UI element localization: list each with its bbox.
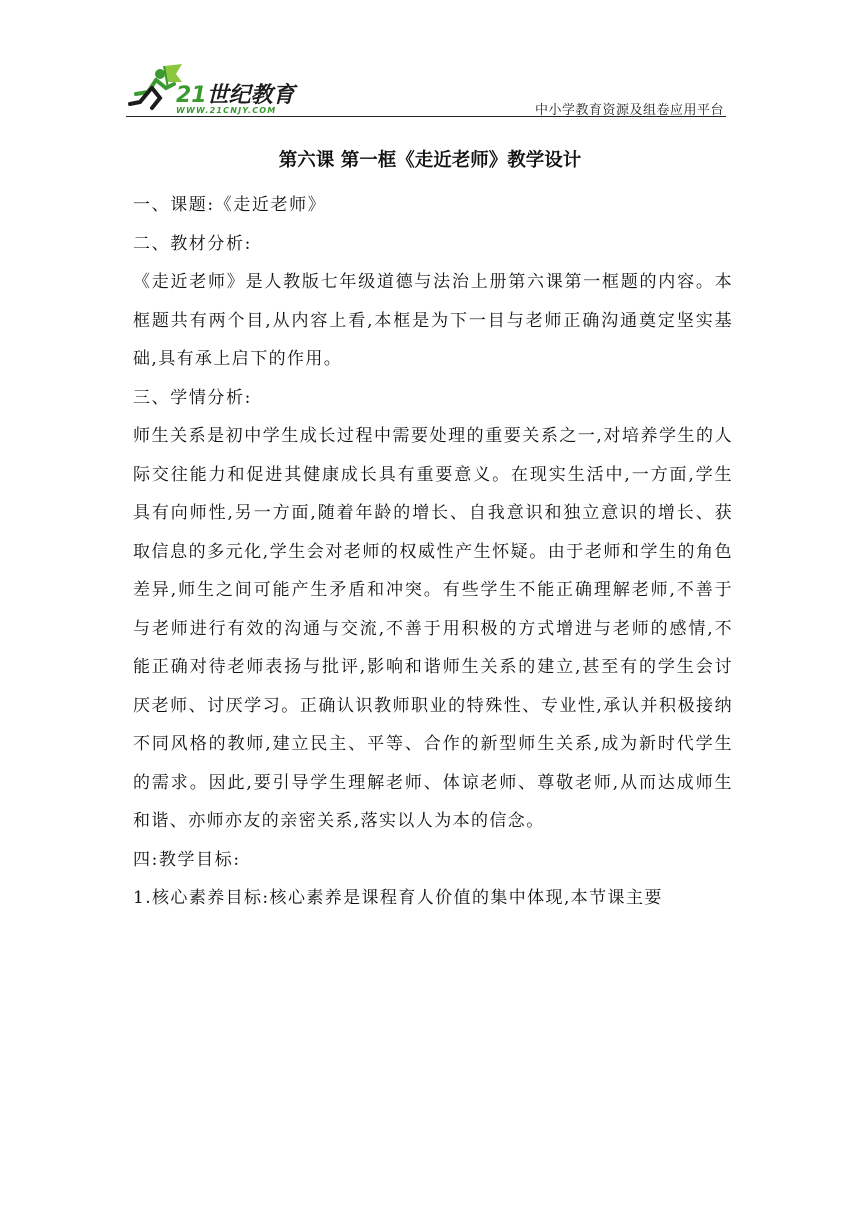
- logo: [126, 62, 306, 116]
- section-heading-student-analysis: 三、学情分析:: [133, 387, 252, 408]
- section-heading-material-analysis: 二、教材分析:: [133, 233, 252, 254]
- header-divider: [126, 116, 726, 117]
- page-header: [126, 62, 726, 118]
- section-heading-teaching-goals: 四:教学目标:: [133, 849, 241, 870]
- paragraph-core-literacy-goal: 1.核心素养目标:核心素养是课程育人价值的集中体现,本节课主要: [133, 888, 663, 908]
- logo-url: WWW.21CNJY.COM: [176, 106, 277, 115]
- logo-text: 21世纪教育: [176, 83, 295, 108]
- section-heading-topic: 一、课题:《走近老师》: [133, 195, 327, 215]
- document-body: [133, 186, 733, 918]
- document-title: 第六课 第一框《走近老师》教学设计: [278, 150, 582, 171]
- runner-logo-icon: [126, 62, 306, 116]
- header-tagline: 中小学教育资源及组卷应用平台: [534, 103, 724, 118]
- paragraph-material-analysis: 《走近老师》是人教版七年级道德与法治上册第六课第一框题的内容。本框题共有两个目,从内容上看,本框是为下一目与老师正确沟通奠定坚实基础,具有承上启下的作用。: [133, 272, 733, 369]
- paragraph-student-analysis: 师生关系是初中学生成长过程中需要处理的重要关系之一,对培养学生的人际交往能力和促进其健康成长具有重要意义。在现实生活中,一方面,学生具有向师性,另一方面,随着年龄的增长、自我意识和独立意识的增长、获取信息的多元化,学生会对老师的权威性产生怀疑。由于老师和学生的角色差异,师生之间可能产生矛盾和冲突。有些学生不能正确理解老师,不善于与老师进行有效的沟通与交流,不善于用积极的方式增进与老师的感情,不能正确对待老师表扬与批评,影响和谐师生关系的建立,甚至有的学生会讨厌老师、讨厌学习。正确认识教师职业的特殊性、专业性,承认并积极接纳不同风格的教师,建立民主、平等、合作的新型师生关系,成为新时代学生的需求。因此,要引导学生理解老师、体谅老师、尊敬老师,从而达成师生和谐、亦师亦友的亲密关系,落实以人为本的信念。: [133, 426, 733, 831]
